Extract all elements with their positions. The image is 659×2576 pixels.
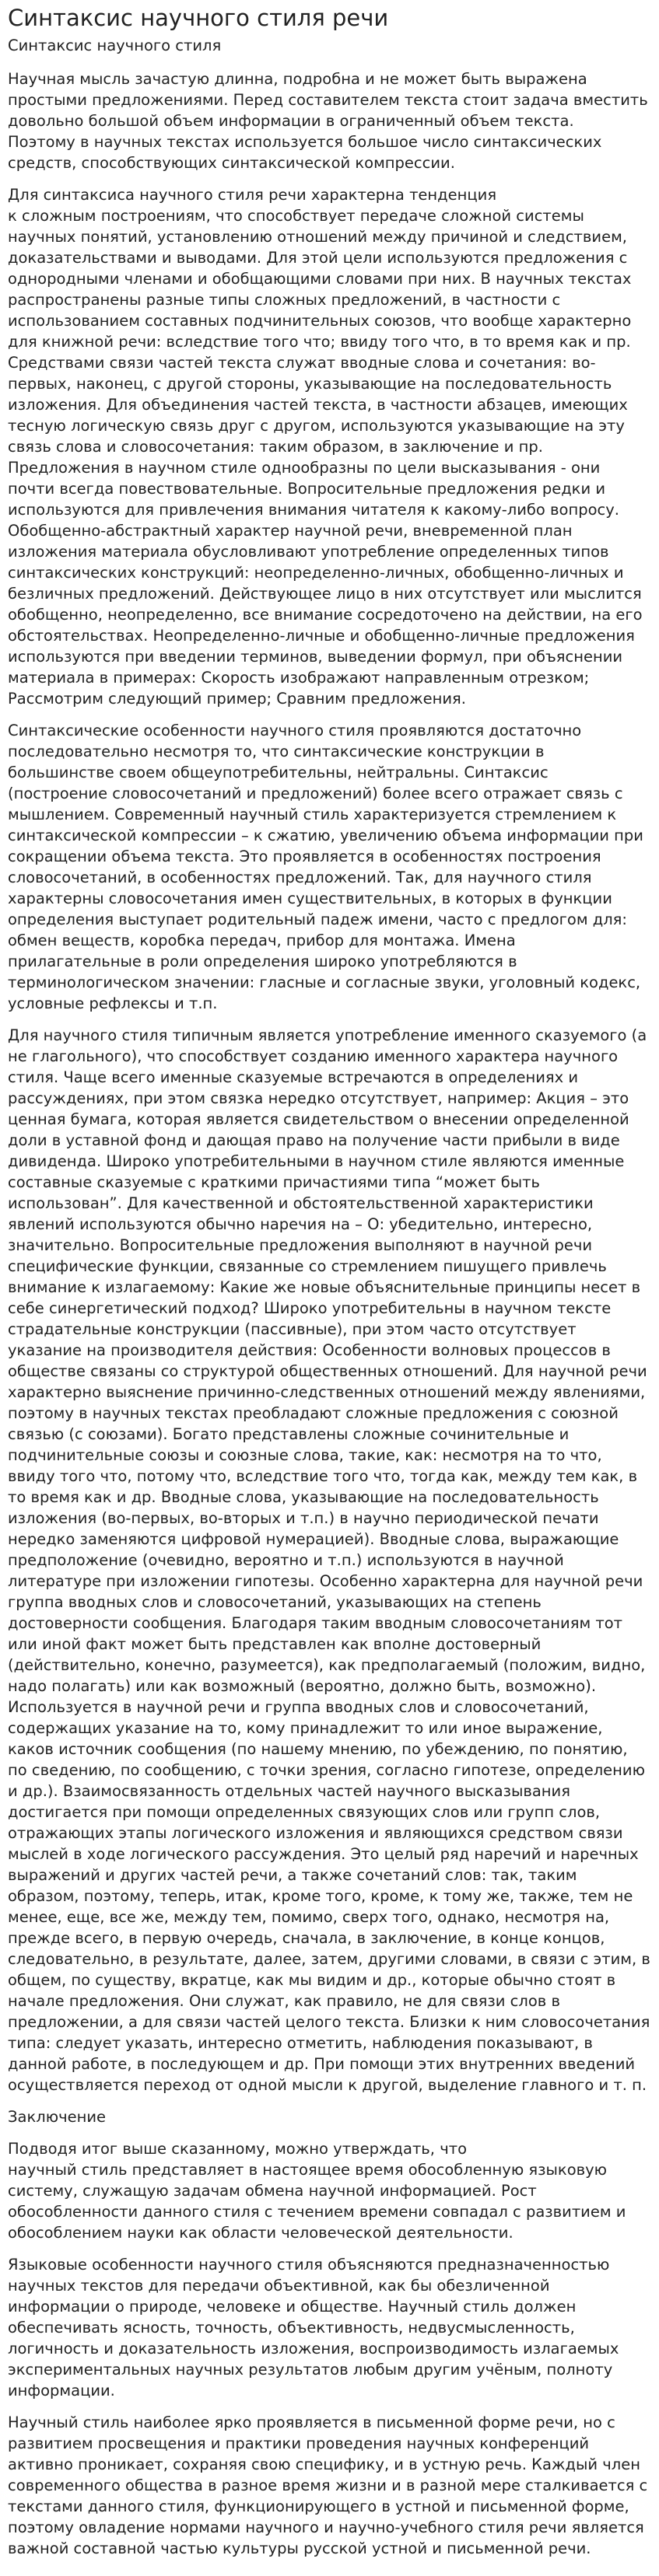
page-title: Синтаксис научного стиля речи	[8, 5, 389, 31]
page-subtitle: Синтаксис научного стиля	[8, 37, 222, 54]
paragraph-nominal-predicate: Для научного стиля типичным является употребление именного сказуемого (а не глагольного), что способствует созданию именного характера научного стиля. Чаще всего именные сказуемые встречаются в определениях и рассуждениях, при этом связка нередко отсутствует, например: Акция – это ценная бумага, которая является свидетельством о внесении определенной доли в уставной фонд и дающая право на получение части прибыли в виде дивиденда. Широко употребительными в научном стиле являются именные составные сказуемые с краткими причастиями типа “может быть использован”. Для качественной и обстоятельственной характеристики явлений используются обычно наречия на – О: убедительно, интересно, значительно. Вопросительные предложения выполняют в научной речи специфические функции, связанные со стремлением пишущего привлечь внимание к излагаемому: Какие же новые объяснительные принципы несет в себе синергетический подход? Широко употребительны в научном тексте страдательные конструкции (пассивные), при этом часто отсутствует указание на производителя действия: Особенности волновых процессов в обществе связаны со структурой общественных отношений. Для научной речи характерно выяснение причинно-следственных отношений между явлениями, поэтому в научных текстах преобладают сложные предложения с союзной связью (с союзами). Богато представлены сложные сочинительные и подчинительные союзы и союзные слова, такие, как: несмотря на то что, ввиду того что, потому что, вследствие того что, тогда как, между тем как, в то время как и др. Вводные слова, указывающие на последовательность изложения (во-первых, во-вторых и т.п.) в научно периодической печати нередко заменяются цифровой нумерацией). Вводные слова, выражающие предположение (очевидно, вероятно и т.п.) используются в научной литературе при изложении гипотезы. Особенно характерна для научной речи группа вводных слов и словосочетаний, указывающих на степень достоверности сообщения. Благодаря таким вводным словосочетаниям тот или иной факт может быть представлен как вполне достоверный (действительно, конечно, разумеется), как предполагаемый (положим, видно, надо полагать) или как возможный (вероятно, должно быть, возможно). Используется в научной речи и группа вводных слов и словосочетаний, содержащих указание на то, кому принадлежит то или иное выражение, каков источник сообщения (по нашему мнению, по убеждению, по понятию, по сведению, по сообщению, с точки зрения, согласно гипотезе, определению и др.). Взаимосвязанность отдельных частей научного высказывания достигается при помощи определенных связующих слов или групп слов, отражающих этапы логического изложения и являющихся средством связи мыслей в ходе логического рассуждения. Это целый ряд наречий и наречных выражений и других частей речи, а также сочетаний слов: так, таким образом, поэтому, теперь, итак, кроме того, кроме, к тому же, также, тем не менее, еще, все же, между тем, помимо, сверх того, однако, несмотря на, прежде всего, в первую очередь, сначала, в заключение, в конце концов, следовательно, в результате, далее, затем, другими словами, в связи с этим, в общем, по существу, вкратце, как мы видим и др., которые обычно стоят в начале предложения. Они служат, как правило, не для связи слов в предложении, а для связи частей целого текста. Близки к ним словосочетания типа: следует указать, интересно отметить, наблюдения показывают, в данной работе, в последующем и др. При помощи этих внутренних введений осуществляется переход от одной мысли к другой, выделение главного и т. п.	[8, 1026, 650, 2094]
paragraph-syntactic-features: Синтаксические особенности научного стиля проявляются достаточно последовательно несмотря то, что синтаксические конструкции в большинстве своем общеупотребительны, нейтральны. Синтаксис (построение словосочетаний и предложений) более всего отражает связь с мышлением. Современный научный стиль характеризуется стремлением к синтаксической компрессии – к сжатию, увеличению объема информации при сокращении объема текста. Это проявляется в особенностях построения словосочетаний, в особенностях предложений. Так, для научного стиля характерны словосочетания имен существительных, в которых в функции определения выступает родительный падеж имени, часто с предлогом для: обмен веществ, коробка передач, прибор для монтажа. Имена прилагательные в роли определения широко употребляются в терминологическом значении: гласные и согласные звуки, уголовный кодекс, условные рефлексы и т.п.	[8, 722, 643, 1012]
conclusion-heading: Заключение	[8, 2108, 107, 2126]
paragraph-conclusion-summary: Подводя итог выше сказанному, можно утверждать, что научный стиль представляет в настоящее время обособленную языковую систему, служащую задачам обмена научной информацией. Рост обособленности данного стиля с течением времени совпадал с развитием и обособлением науки как области человеческой деятельности.	[8, 2140, 626, 2242]
paragraph-complex-constructions: Для синтаксиса научного стиля речи характерна тенденция к сложным построениям, что способствует передаче сложной системы научных понятий, установлению отношений между причиной и следствием, доказательствами и выводами. Для этой цели используются предложения с однородными членами и обобщающими словами при них. В научных текстах распространены разные типы сложных предложений, в частности с использованием составных подчинительных союзов, что вообще характерно для книжной речи: вследствие того что; ввиду того что, в то время как и пр. Средствами связи частей текста служат вводные слова и сочетания: во-первых, наконец, с другой стороны, указывающие на последовательность изложения. Для объединения частей текста, в частности абзацев, имеющих тесную логическую связь друг с другом, используются указывающие на эту связь слова и словосочетания: таким образом, в заключение и пр. Предложения в научном стиле однообразны по цели высказывания - они почти всегда повествовательные. Вопросительные предложения редки и используются для привлечения внимания читателя к какому-либо вопросу. Обобщенно-абстрактный характер научной речи, вневременной план изложения материала обусловливают употребление определенных типов синтаксических конструкций: неопределенно-личных, обобщенно-личных и безличных предложений. Действующее лицо в них отсутствует или мыслится обобщенно, неопределенно, все внимание сосредоточено на действии, на его обстоятельствах. Неопределенно-личные и обобщенно-личные предложения используются при введении терминов, выведении формул, при объяснении материала в примерах: Скорость изображают направленным отрезком; Рассмотрим следующий пример; Сравним предложения.	[8, 186, 643, 708]
paragraph-conclusion-written-form: Научный стиль наиболее ярко проявляется в письменной форме речи, но с развитием просвещения и практики проведения научных конференций активно проникает, сохраняя свою специфику, и в устную речь. Каждый член современного общества в разное время жизни и в разной мере сталкивается с текстами данного стиля, функционирующего в устной и письменной форме, поэтому овладение нормами научного и научно-учебного стиля речи является важной составной частью культуры русской устной и письменной речи.	[8, 2413, 648, 2557]
paragraph-intro: Научная мысль зачастую длинна, подробна и не может быть выражена простыми предложениями. Перед составителем текста стоит задача вместить довольно большой объем информации в ограниченный объем текста. Поэтому в научных текстах используется большое число синтаксических средств, способствующих синтаксической компрессии.	[8, 70, 648, 172]
paragraph-conclusion-features: Языковые особенности научного стиля объясняются предназначенностью научных текстов для передачи объективной, как бы обезличенной информации о природе, человеке и обществе. Научный стиль должен обеспечивать ясность, точность, объективность, недвусмысленность, логичность и доказательность изложения, воспроизводимость излагаемых экспериментальных научных результатов любым другим учёным, полноту информации.	[8, 2256, 619, 2399]
